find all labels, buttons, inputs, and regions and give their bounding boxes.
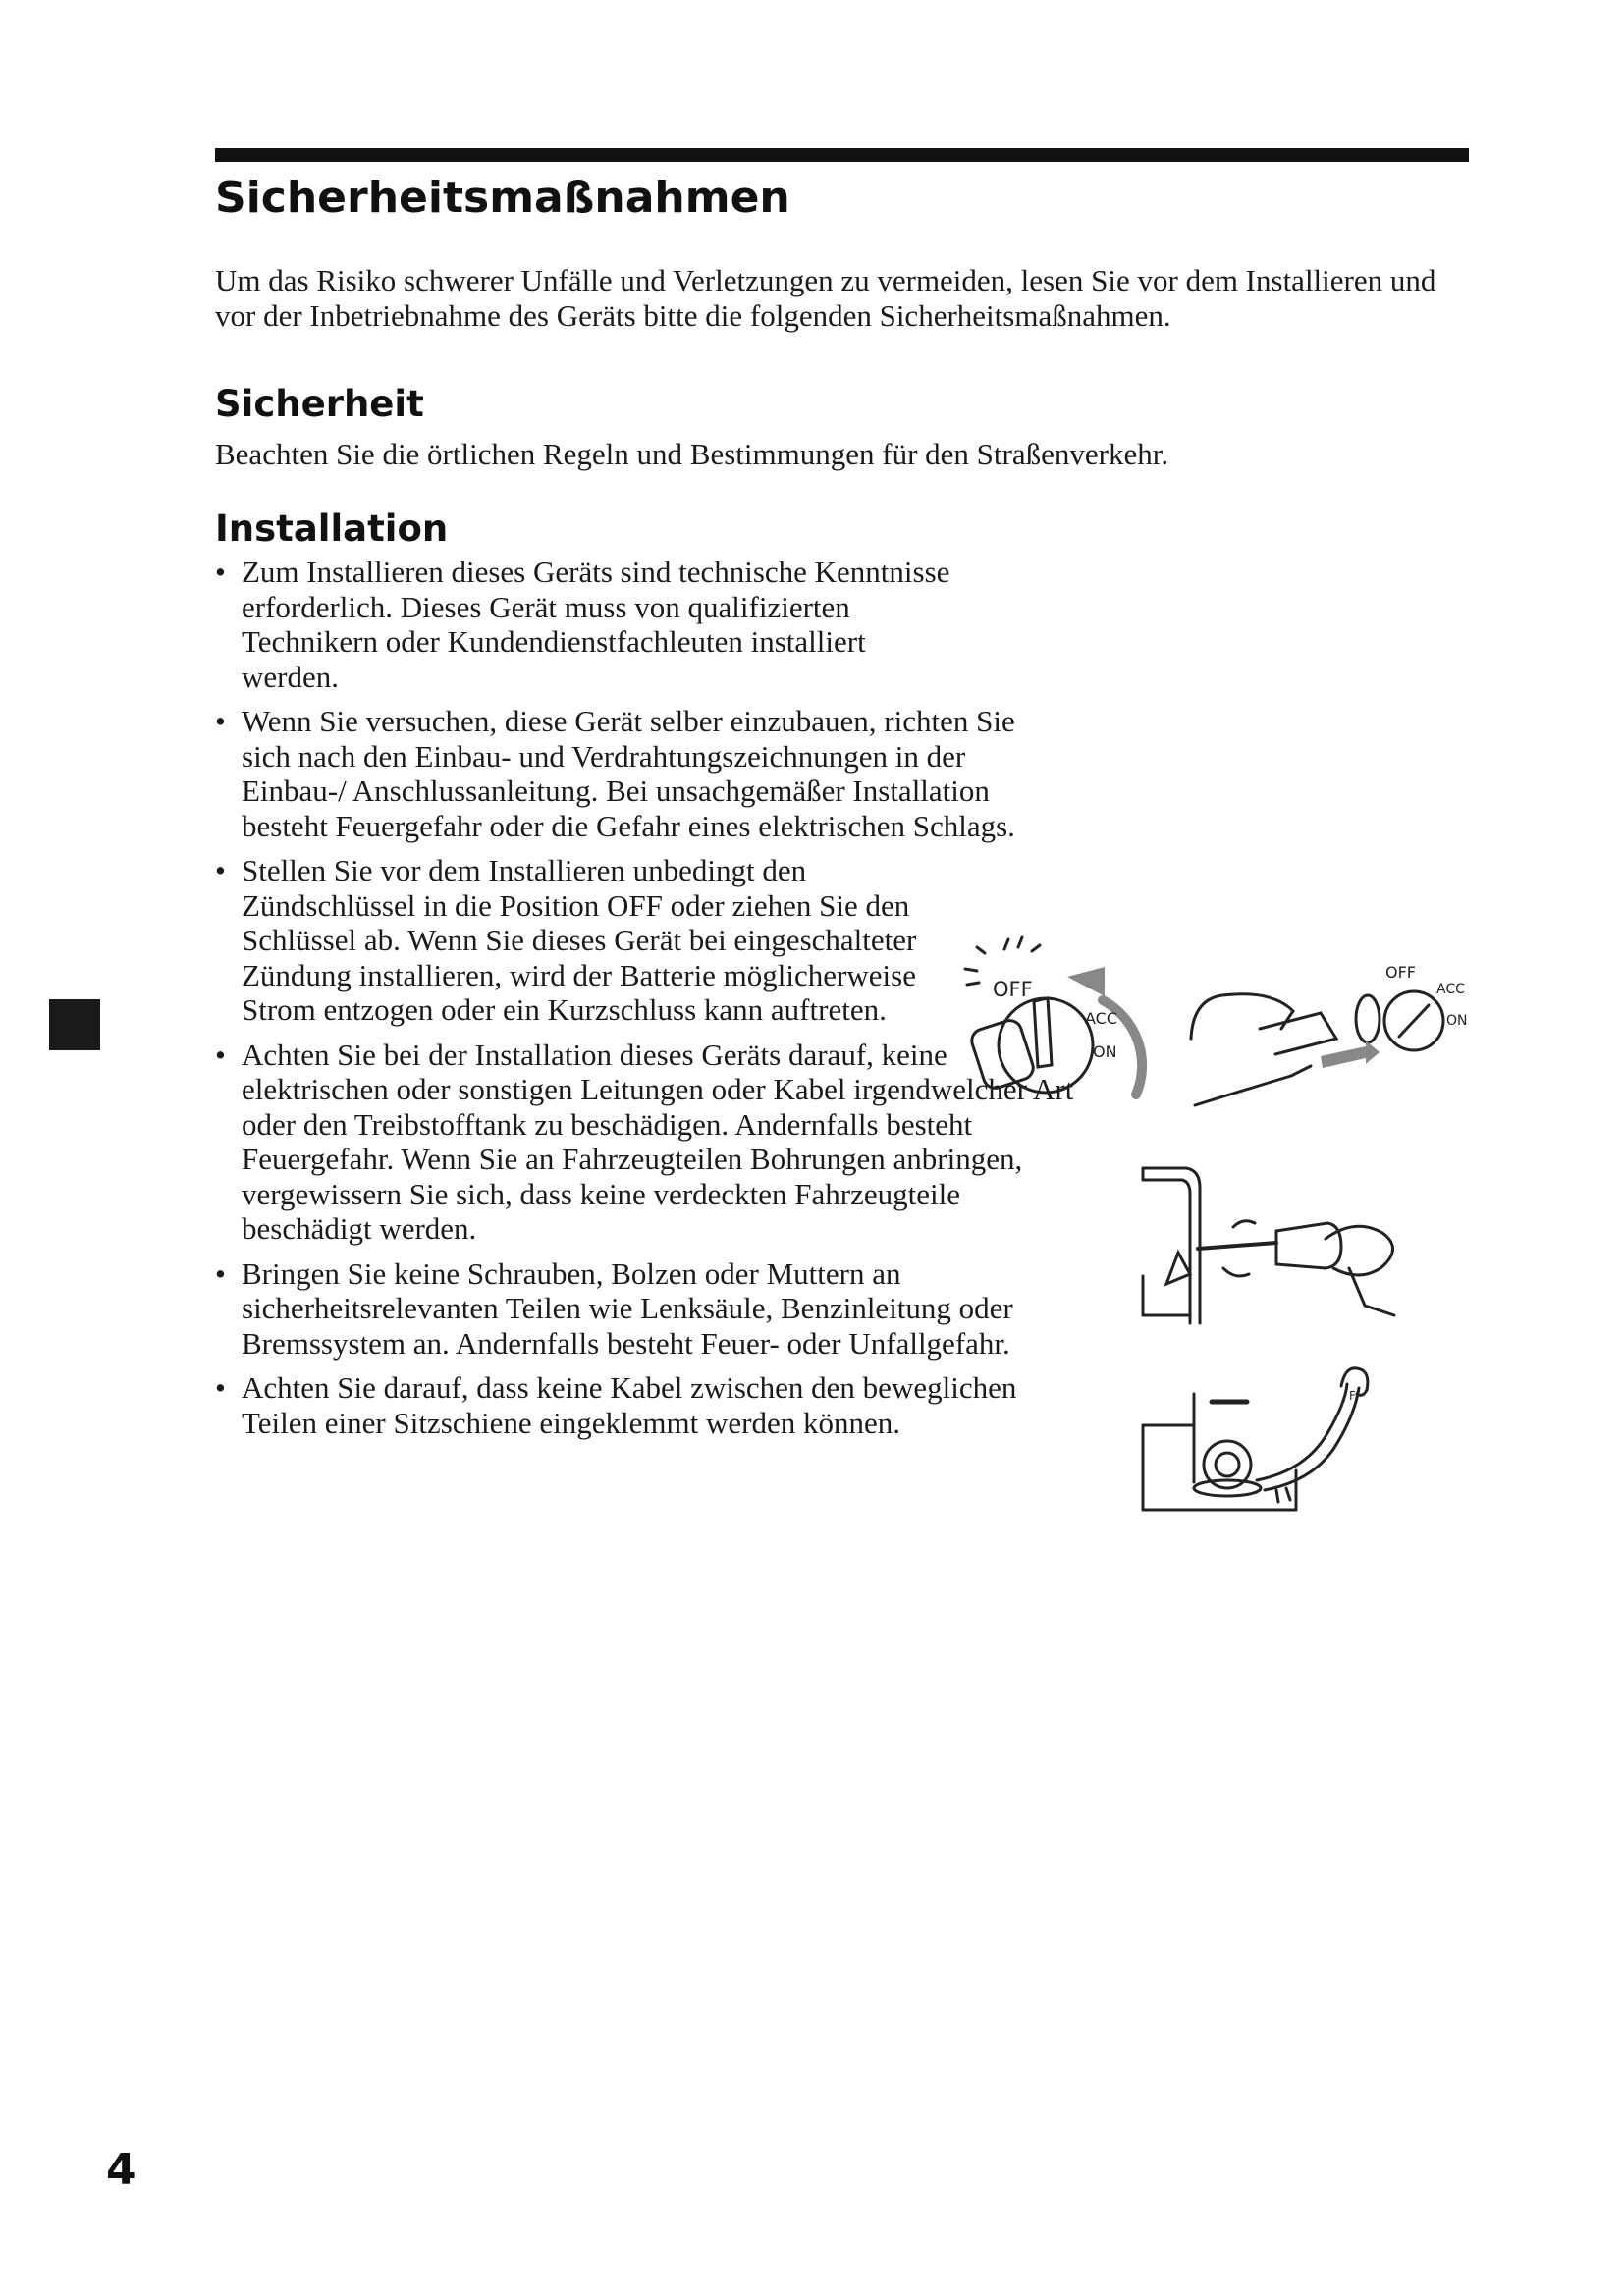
intro-paragraph: Um das Risiko schwerer Unfälle und Verletzungen zu vermeiden, lesen Sie vor dem Installieren und vor der Inbetriebnahme des Geräts bitte die folgenden Sicherheitsmaßnahmen. — [215, 263, 1436, 333]
list-item: • Zum Installieren dieses Geräts sind technische Kenntnisse erforderlich. Dieses Gerät muss von qualifizierten Technikern oder Kundendienstfachleuten installiert werden. — [215, 555, 968, 694]
list-item: • Achten Sie darauf, dass keine Kabel zwischen den beweglichen Teilen einer Sitzschiene eingeklemmt werden können. — [215, 1370, 1066, 1440]
list-item: • Achten Sie bei der Installation dieses Geräts darauf, keine elektrischen oder sonstigen Leitungen oder Kabel irgendwelcher Art oder den Treibstofftank zu beschädigen. Andernfalls besteht Feuergefahr. Wenn Sie an Fahrzeugteilen Bohrungen anbringen, vergewissern Sie sich, dass keine verdeckten Fahrzeugteile beschädigt werden. — [215, 1038, 1096, 1247]
label-on: ON — [1446, 1013, 1468, 1029]
installation-list — [215, 555, 1079, 1450]
section-heading-installation: Installation — [215, 507, 449, 550]
list-item: • Wenn Sie versuchen, diese Gerät selber einzubauen, richten Sie sich nach den Einbau- und Verdrahtungszeichnungen in der Einbau-/ Anschlussanleitung. Bei unsachgemäßer Installation besteht Feuergefahr oder die Gefahr eines elektrischen Schlags. — [215, 704, 1037, 843]
key-removal-icon — [1173, 960, 1473, 1117]
page-title: Sicherheitsmaßnahmen — [215, 173, 790, 223]
label-off: OFF — [1385, 963, 1416, 982]
list-item: • Bringen Sie keine Schrauben, Bolzen oder Muttern an sicherheitsrelevanten Teilen wie Lenksäule, Benzinleitung oder Bremssystem an. Andernfalls besteht Feuer- oder Unfallgefahr. — [215, 1256, 1066, 1362]
section-heading-safety: Sicherheit — [215, 383, 424, 425]
label-f: F — [1349, 1389, 1356, 1403]
label-on: ON — [1093, 1042, 1117, 1061]
top-rule — [215, 148, 1469, 162]
ignition-key-icon — [957, 937, 1164, 1109]
list-item: • Stellen Sie vor dem Installieren unbedingt den Zündschlüssel in die Position OFF oder ziehen Sie den Schlüssel ab. Wenn Sie dieses Gerät bei eingeschalteter Zündung installieren, wird der Batterie möglicherweise Strom entzogen oder ein Kurzschluss kann auftreten. — [215, 853, 968, 1028]
safety-paragraph: Beachten Sie die örtlichen Regeln und Bestimmungen für den Straßenverkehr. — [215, 437, 1169, 471]
label-acc: ACC — [1436, 982, 1465, 997]
ground-bolt-icon — [1139, 1364, 1399, 1526]
label-off: OFF — [993, 978, 1033, 1001]
drill-icon — [1139, 1158, 1414, 1325]
label-acc: ACC — [1085, 1009, 1118, 1028]
section-marker — [49, 999, 100, 1050]
page-number: 4 — [106, 2145, 136, 2195]
